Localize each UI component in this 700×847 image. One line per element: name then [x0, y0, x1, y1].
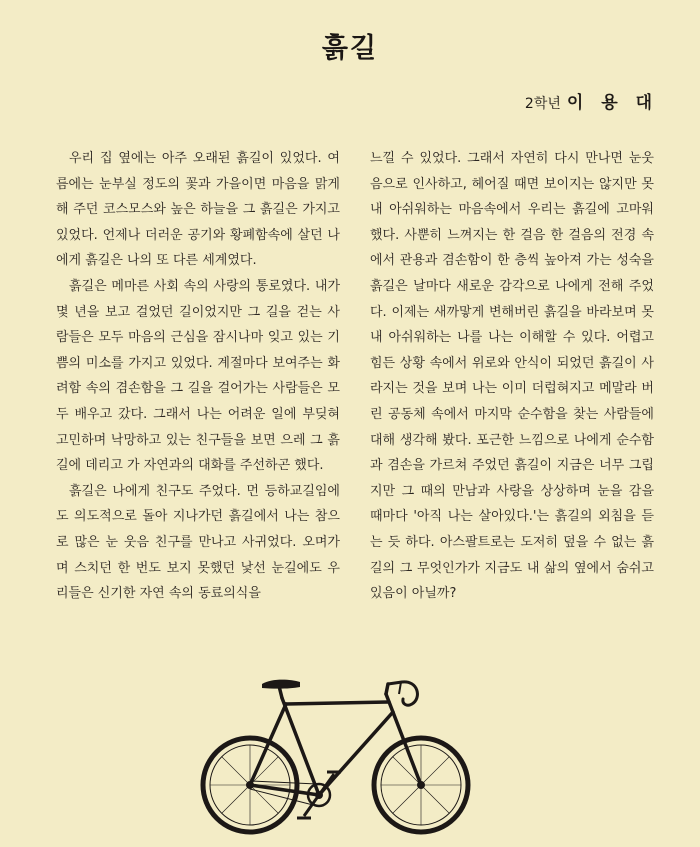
author-name: 이 용 대: [566, 93, 658, 113]
paragraph: 느낄 수 있었다. 그래서 자연히 다시 만나면 눈웃음으로 인사하고, 헤어질 때면 보이지는 않지만 못내 아쉬워하는 마음속에서 우리는 흙길에 고마워했다. 사뿐히 느껴지는 한 걸음 한 걸음의 전경 속에서 관용과 겸손함이 한 층씩 높아져 가는 성숙을 흙길은 날마다 새로운 감각으로 나에게 전해 주었다. 이제는 새까맣게 변해버린 흙길을 바라보며 못내 아쉬워하는 나를 나는 이해할 수 있다. 어렵고 힘든 상황 속에서 위로와 안식이 되었던 흙길이 사라지는 것을 보며 나는 이미 더럽혀지고 메말라 버린 공동체 속에서 마지막 순수함을 찾는 사람들에 대해 생각해 봤다. 포근한 느낌으로 나에게 순수함과 겸손을 가르쳐 주었던 흙길이 지금은 너무 그립지만 그 때의 만남과 사랑을 상상하며 눈을 감을 때마다 '아직 나는 살아있다.'는 흙길의 외침을 듣는 듯 하다. 아스팔트로는 도저히 덮을 수 없는 흙길의 그 무엇인가가 지금도 내 삶의 옆에서 숨쉬고 있음이 아닐까?: [370, 151, 654, 602]
byline: [525, 88, 658, 113]
bicycle-illustration: [196, 668, 478, 840]
paragraph: 흙길은 메마른 사회 속의 사랑의 통로였다. 내가 몇 년을 보고 걸었던 길이었지만 그 길을 걷는 사람들은 모두 마음의 근심을 잠시나마 잊고 있는 기쁨의 미소를 가지고 있었다. 계절마다 보여주는 화려함 속의 겸손함을 그 길을 걸어가는 사람들은 모두 배우고 갔다. 그래서 나는 어려운 일에 부딪혀 고민하며 낙망하고 있는 친구들을 보면 으레 그 흙길에 데리고 가 자연과의 대화를 주선하곤 했다.: [56, 278, 340, 474]
paragraph: 우리 집 옆에는 아주 오래된 흙길이 있었다. 여름에는 눈부실 정도의 꽃과 가을이면 마음을 맑게 해 주던 코스모스와 높은 하늘을 그 흙길은 가지고 있었다. 언제나 더러운 공기와 황폐함속에 살던 나에게 흙길은 나의 또 다른 세계였다.: [56, 151, 340, 269]
article-column-right: [370, 146, 654, 607]
page-title: 흙길: [321, 33, 379, 64]
saddle: [262, 680, 300, 689]
author-grade: 2학년: [524, 96, 561, 112]
paragraph: 흙길은 나에게 친구도 주었다. 먼 등하교길임에도 의도적으로 돌아 지나가던 흙길에서 나는 참으로 많은 눈 웃음 친구를 만나고 사귀었다. 오며가며 스치던 한 번도 보지 못했던 낯선 눈길에도 우리들은 신기한 자연 속의 동료의식을: [56, 483, 340, 602]
article-column-left: [56, 146, 340, 607]
handlebar: [388, 682, 417, 705]
